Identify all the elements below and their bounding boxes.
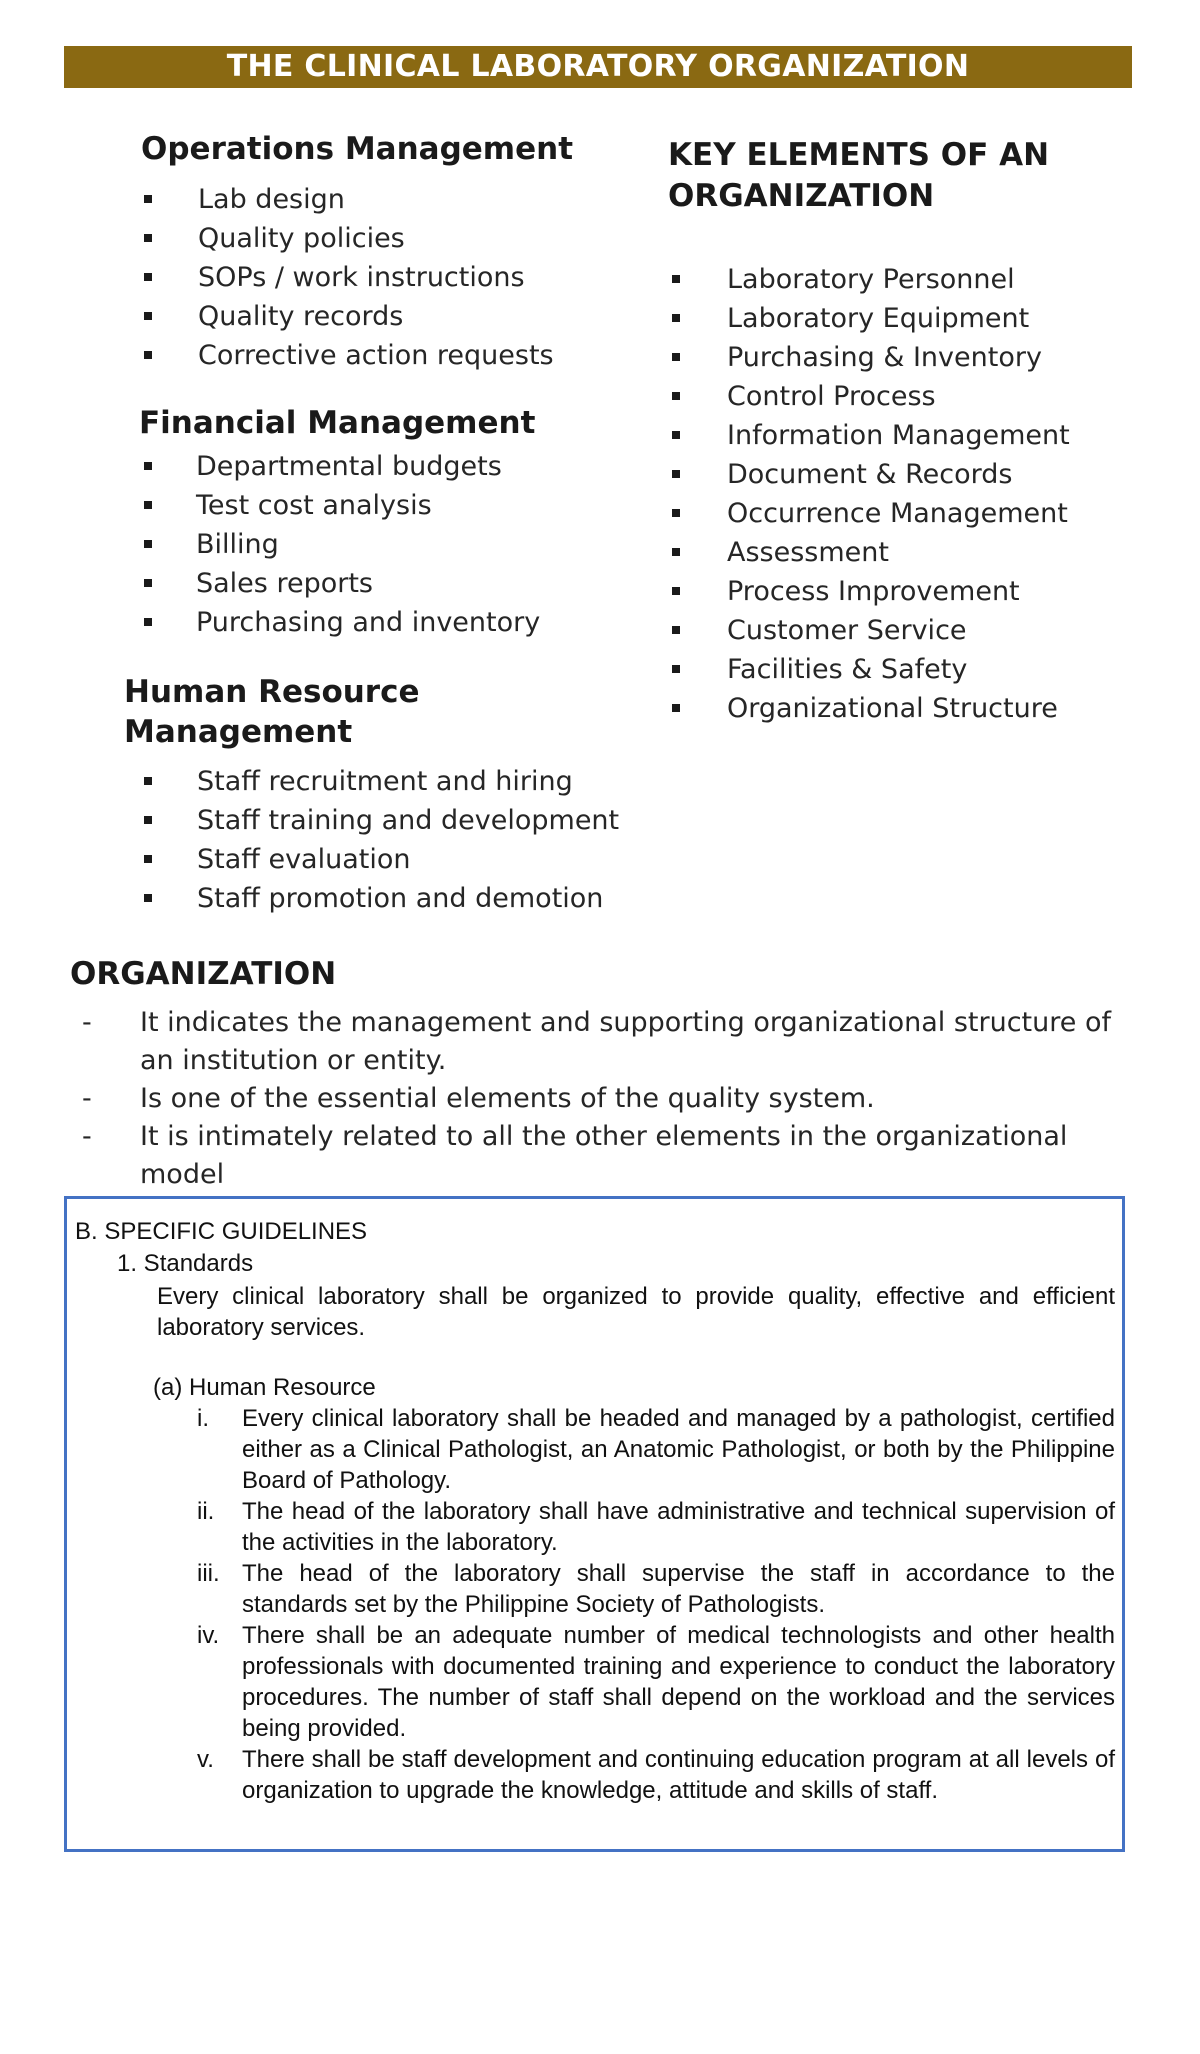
list-item-text: Purchasing and inventory <box>196 607 541 638</box>
list-item <box>668 494 1070 533</box>
list-item-text: It indicates the management and supporting organizational structure of an institution or entity. <box>140 1007 1111 1076</box>
list-item-text: Process Improvement <box>727 576 1020 607</box>
list-item-text: Laboratory Personnel <box>727 264 1015 295</box>
list-item <box>668 650 1070 689</box>
square-bullet-icon <box>144 540 152 548</box>
list-item-text: Occurrence Management <box>727 498 1068 529</box>
list-item-text: Sales reports <box>196 568 373 599</box>
square-bullet-icon <box>144 273 152 281</box>
square-bullet-icon <box>672 431 680 439</box>
list-item <box>141 801 619 840</box>
list-item <box>141 603 540 642</box>
list-item <box>197 1496 1115 1558</box>
list-item <box>141 219 554 258</box>
list-item <box>668 338 1070 377</box>
item-text: The head of the laboratory shall have administrative and technical supervision of the activities in the laboratory. <box>242 1498 1115 1556</box>
list-item <box>78 1080 1138 1118</box>
list-item <box>197 1620 1115 1744</box>
item-text: Every clinical laboratory shall be headed and managed by a pathologist, certified either as a Clinical Pathologist, an Anatomic Pathologist, or both by the Philippine Board of Pathology. <box>242 1405 1115 1494</box>
square-bullet-icon <box>144 312 152 320</box>
human-resource-heading-line2: Management <box>124 714 353 750</box>
list-item-text: Information Management <box>727 420 1070 451</box>
square-bullet-icon <box>144 579 152 587</box>
list-item-text: Staff promotion and demotion <box>197 883 604 914</box>
square-bullet-icon <box>144 462 152 470</box>
list-item-text: Document & Records <box>727 459 1013 490</box>
list-item <box>668 260 1070 299</box>
list-item <box>141 180 554 219</box>
financial-heading: Financial Management <box>139 405 536 441</box>
square-bullet-icon <box>144 855 152 863</box>
list-item <box>197 1744 1115 1806</box>
square-bullet-icon <box>144 816 152 824</box>
list-item-text: Laboratory Equipment <box>727 303 1030 334</box>
square-bullet-icon <box>144 618 152 626</box>
list-item-text: Staff recruitment and hiring <box>197 766 573 797</box>
list-item <box>78 1118 1138 1194</box>
list-item <box>141 564 540 603</box>
list-item <box>141 447 540 486</box>
square-bullet-icon <box>672 626 680 634</box>
square-bullet-icon <box>144 195 152 203</box>
key-elements-clip <box>668 260 1138 724</box>
list-item <box>141 336 554 375</box>
dash-bullet-icon: - <box>82 1083 92 1114</box>
item-number: ii. <box>197 1498 215 1525</box>
list-item <box>141 762 619 801</box>
guidelines-title: B. SPECIFIC GUIDELINES <box>75 1218 368 1245</box>
square-bullet-icon <box>144 351 152 359</box>
list-item-text: It is intimately related to all the other elements in the organizational model <box>140 1121 1068 1190</box>
list-item <box>141 297 554 336</box>
square-bullet-icon <box>672 704 680 712</box>
list-item <box>78 1004 1138 1080</box>
list-item <box>141 258 554 297</box>
guidelines-items <box>197 1403 1115 1806</box>
dash-bullet-icon: - <box>82 1007 92 1038</box>
list-item <box>668 416 1070 455</box>
square-bullet-icon <box>144 501 152 509</box>
list-item-text: Billing <box>196 529 279 560</box>
list-item-text: Quality records <box>198 301 404 332</box>
operations-list <box>141 180 554 375</box>
list-item-text: Staff evaluation <box>197 844 411 875</box>
item-number: iii. <box>197 1560 220 1587</box>
list-item-text: Customer Service <box>727 615 967 646</box>
human-resource-heading: Human Resource <box>124 674 420 710</box>
organization-heading: ORGANIZATION <box>70 956 337 992</box>
square-bullet-icon <box>672 470 680 478</box>
list-item-text: Purchasing & Inventory <box>727 342 1042 373</box>
list-item-text: SOPs / work instructions <box>198 262 525 293</box>
list-item <box>197 1403 1115 1496</box>
list-item <box>668 377 1070 416</box>
page-banner-title: THE CLINICAL LABORATORY ORGANIZATION <box>64 46 1132 88</box>
list-item-text: Organizational Structure <box>727 693 1058 724</box>
item-number: v. <box>197 1746 214 1773</box>
list-item <box>668 299 1070 338</box>
guidelines-standards-heading: 1. Standards <box>117 1250 254 1277</box>
list-item-text: Lab design <box>198 184 345 215</box>
list-item <box>141 840 619 879</box>
guidelines-intro: Every clinical laboratory shall be organized to provide quality, effective and efficient laboratory services. <box>157 1283 1115 1341</box>
human-resource-list <box>141 762 619 918</box>
square-bullet-icon <box>144 894 152 902</box>
list-item <box>668 533 1070 572</box>
list-item <box>668 689 1070 728</box>
list-item-text: Staff training and development <box>197 805 620 836</box>
list-item <box>668 611 1070 650</box>
square-bullet-icon <box>672 548 680 556</box>
square-bullet-icon <box>672 392 680 400</box>
organization-points <box>78 1004 1138 1194</box>
item-text: There shall be an adequate number of medical technologists and other health professionals with documented training and experience to conduct the laboratory procedures. The number of staff shall depend on the workload and the services being provided. <box>242 1622 1115 1742</box>
list-item-text: Control Process <box>727 381 936 412</box>
square-bullet-icon <box>144 234 152 242</box>
list-item <box>141 525 540 564</box>
square-bullet-icon <box>672 353 680 361</box>
square-bullet-icon <box>672 665 680 673</box>
key-elements-list <box>668 260 1070 728</box>
square-bullet-icon <box>672 587 680 595</box>
list-item-text: Departmental budgets <box>196 451 502 482</box>
item-number: i. <box>197 1405 209 1432</box>
list-item <box>141 879 619 918</box>
specific-guidelines-box <box>64 1196 1125 1852</box>
square-bullet-icon <box>144 777 152 785</box>
financial-list <box>141 447 540 642</box>
list-item-text: Facilities & Safety <box>727 654 968 685</box>
square-bullet-icon <box>672 314 680 322</box>
dash-bullet-icon: - <box>82 1121 92 1152</box>
key-elements-heading: KEY ELEMENTS OF AN <box>668 137 1050 173</box>
item-number: iv. <box>197 1622 220 1649</box>
list-item <box>141 486 540 525</box>
item-text: There shall be staff development and continuing education program at all levels of organization to upgrade the knowledge, attitude and skills of staff. <box>242 1746 1115 1804</box>
list-item <box>668 455 1070 494</box>
key-elements-heading-line2: ORGANIZATION <box>668 178 935 214</box>
operations-heading: Operations Management <box>141 131 574 167</box>
list-item <box>668 572 1070 611</box>
square-bullet-icon <box>672 509 680 517</box>
list-item-text: Test cost analysis <box>196 490 432 521</box>
square-bullet-icon <box>672 275 680 283</box>
list-item-text: Quality policies <box>198 223 405 254</box>
guidelines-subsection-heading: (a) Human Resource <box>153 1374 376 1401</box>
list-item-text: Is one of the essential elements of the quality system. <box>140 1083 875 1114</box>
item-text: The head of the laboratory shall supervise the staff in accordance to the standards set by the Philippine Society of Pathologists. <box>242 1560 1115 1618</box>
list-item <box>197 1558 1115 1620</box>
list-item-text: Corrective action requests <box>198 340 554 371</box>
list-item-text: Assessment <box>727 537 889 568</box>
